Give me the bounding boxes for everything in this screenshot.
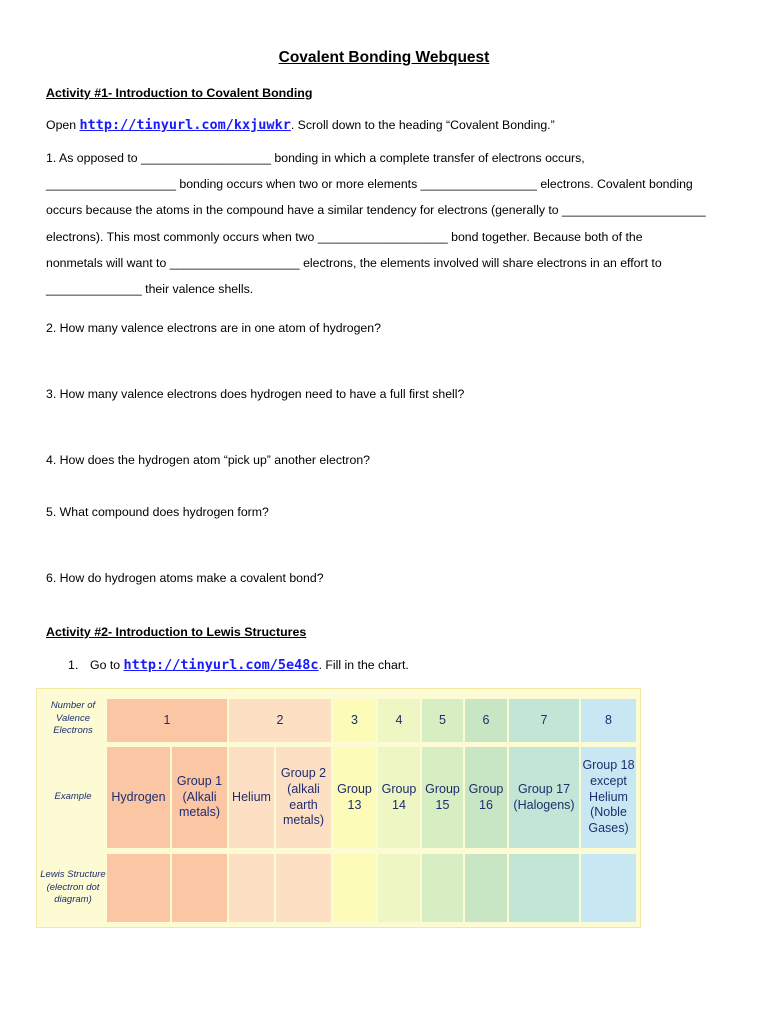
paragraph-line-3: occurs because the atoms in the compound have a similar tendency for electrons (generally to _____________________ <box>46 203 706 217</box>
open-suffix: . Scroll down to the heading “Covalent Bonding.” <box>290 118 555 132</box>
chart-instruction <box>68 657 409 673</box>
example-group-15: Group 15 <box>422 747 463 848</box>
row-header-lewis: Lewis Structure (electron dot diagram) <box>40 869 106 906</box>
paragraph-line-2: ___________________ bonding occurs when two or more elements _________________ electrons. Covalent bonding <box>46 177 693 191</box>
activity1-heading: Activity #1- Introduction to Covalent Bonding <box>46 86 313 100</box>
lewis-cell-group-16[interactable] <box>465 854 507 922</box>
goto-prefix: Go to <box>90 658 124 672</box>
row-header-example: Example <box>54 790 92 802</box>
question-2: 2. How many valence electrons are in one atom of hydrogen? <box>46 321 381 335</box>
example-group-14: Group 14 <box>378 747 420 848</box>
example-group-17: Group 17 (Halogens) <box>509 747 579 848</box>
example-helium: Helium <box>229 747 274 848</box>
lewis-cell-group-13[interactable] <box>333 854 376 922</box>
valence-cell-1: 1 <box>107 699 227 742</box>
document-title: Covalent Bonding Webquest <box>278 49 490 66</box>
example-hydrogen: Hydrogen <box>107 747 170 848</box>
activity2-heading: Activity #2- Introduction to Lewis Structures <box>46 625 307 639</box>
valence-cell-6: 6 <box>465 699 507 742</box>
lewis-cell-group-18[interactable] <box>581 854 636 922</box>
activity1-link[interactable]: http://tinyurl.com/kxjuwkr <box>79 117 291 133</box>
example-group-2: Group 2 (alkali earth metals) <box>276 747 331 848</box>
paragraph-line-5: nonmetals will want to ___________________ electrons, the elements involved will share electrons in an effort to <box>46 256 662 270</box>
example-group-16: Group 16 <box>465 747 507 848</box>
valence-cell-7: 7 <box>509 699 579 742</box>
paragraph-line-4: electrons). This most commonly occurs when two ___________________ bond together. Because both of the <box>46 230 643 244</box>
example-group-13: Group 13 <box>333 747 376 848</box>
lewis-cell-group-17[interactable] <box>509 854 579 922</box>
lewis-cell-group-14[interactable] <box>378 854 420 922</box>
example-group-1: Group 1 (Alkali metals) <box>172 747 227 848</box>
valence-cell-4: 4 <box>378 699 420 742</box>
list-number: 1. <box>68 658 79 672</box>
question-5: 5. What compound does hydrogen form? <box>46 505 269 519</box>
valence-cell-5: 5 <box>422 699 463 742</box>
lewis-cell-helium[interactable] <box>229 854 274 922</box>
paragraph-line-1: 1. As opposed to ___________________ bonding in which a complete transfer of electrons occurs, <box>46 151 585 165</box>
lewis-cell-group-1[interactable] <box>172 854 227 922</box>
row-header-valence: Number of Valence Electrons <box>50 700 96 737</box>
valence-cell-3: 3 <box>333 699 376 742</box>
question-3: 3. How many valence electrons does hydrogen need to have a full first shell? <box>46 387 465 401</box>
example-group-18: Group 18 except Helium (Noble Gases) <box>581 747 636 848</box>
open-prefix: Open <box>46 118 80 132</box>
lewis-cell-hydrogen[interactable] <box>107 854 170 922</box>
valence-cell-8: 8 <box>581 699 636 742</box>
question-4: 4. How does the hydrogen atom “pick up” another electron? <box>46 453 371 467</box>
open-instruction <box>46 117 555 133</box>
lewis-cell-group-15[interactable] <box>422 854 463 922</box>
activity2-link[interactable]: http://tinyurl.com/5e48c <box>123 657 319 673</box>
valence-chart <box>36 688 641 928</box>
valence-cell-2: 2 <box>229 699 331 742</box>
goto-suffix: . Fill in the chart. <box>318 658 409 672</box>
question-6: 6. How do hydrogen atoms make a covalent bond? <box>46 571 324 585</box>
lewis-cell-group-2[interactable] <box>276 854 331 922</box>
paragraph-line-6: ______________ their valence shells. <box>46 282 254 296</box>
